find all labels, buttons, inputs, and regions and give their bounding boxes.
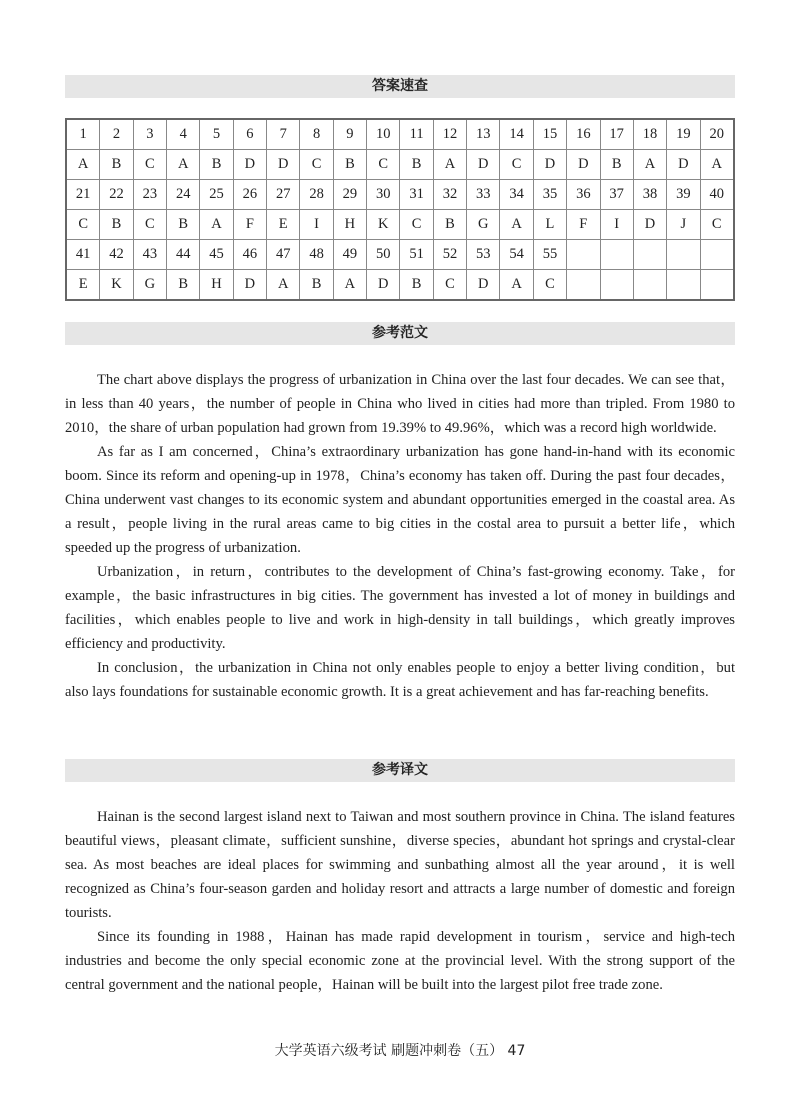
question-number-cell: 54 xyxy=(500,240,533,270)
answer-cell xyxy=(633,270,666,301)
question-number-cell: 37 xyxy=(600,180,633,210)
answer-cell: A xyxy=(167,150,200,180)
question-number-cell: 28 xyxy=(300,180,333,210)
translation-paragraph: Hainan is the second largest island next to Taiwan and most southern province in China. The island features beautiful views，pleasant climate，sufficient sunshine，diverse species，abundant hot springs and crystal-clear sea. As most beaches are ideal places for swimming and sunbathing almost all the year around，it is well recognized as China’s four-season garden and holiday resort and attracts a large number of domestic and foreign tourists. xyxy=(65,809,735,921)
answer-cell: A xyxy=(66,150,100,180)
question-number-cell: 46 xyxy=(233,240,266,270)
answer-cell: G xyxy=(467,210,500,240)
question-number-cell: 7 xyxy=(267,119,300,150)
question-number-cell: 16 xyxy=(567,119,600,150)
answer-cell: B xyxy=(433,210,466,240)
essay-header: 参考范文 xyxy=(65,322,735,345)
question-number-cell: 12 xyxy=(433,119,466,150)
answer-cell: D xyxy=(567,150,600,180)
answer-cell: E xyxy=(66,270,100,301)
question-number-cell: 21 xyxy=(66,180,100,210)
question-number-cell: 42 xyxy=(100,240,133,270)
answer-cell: B xyxy=(300,270,333,301)
answer-cell: F xyxy=(233,210,266,240)
answer-cell: D xyxy=(667,150,700,180)
answer-cell xyxy=(567,270,600,301)
question-number-row xyxy=(66,180,734,210)
answer-cell: G xyxy=(133,270,166,301)
question-number-cell: 39 xyxy=(667,180,700,210)
answer-cell: C xyxy=(300,150,333,180)
question-number-cell: 44 xyxy=(167,240,200,270)
question-number-cell: 40 xyxy=(700,180,734,210)
answer-cell: B xyxy=(167,210,200,240)
answer-cell: C xyxy=(66,210,100,240)
answer-cell xyxy=(600,270,633,301)
question-number-cell xyxy=(633,240,666,270)
question-number-cell: 1 xyxy=(66,119,100,150)
answer-cell: F xyxy=(567,210,600,240)
essay-paragraph: Urbanization，in return，contributes to the development of China’s fast-growing economy. Take，for example，the basic infrastructures in big cities. The government has invested a lot of money in buildings and facilities，which enables people to live and work in high-density in tall buildings，which greatly improves efficiency and productivity. xyxy=(65,564,735,652)
answer-cell: D xyxy=(233,150,266,180)
question-number-cell: 50 xyxy=(367,240,400,270)
question-number-cell: 19 xyxy=(667,119,700,150)
essay-paragraph: As far as I am concerned，China’s extraordinary urbanization has gone hand-in-hand with its economic boom. Since its reform and opening-up in 1978，China’s economy has taken off. During the past four decades，China underwent vast changes to its economic system and abundant opportunities emerged in the coastal area. As a result，people living in the rural areas came to big cities in the costal area to pursuit a better life，which speeded up the progress of urbanization. xyxy=(65,444,735,556)
answer-cell: D xyxy=(367,270,400,301)
answer-cell: A xyxy=(500,270,533,301)
question-number-cell: 6 xyxy=(233,119,266,150)
page-footer: 大学英语六级考试 刷题冲刺卷（五） 47 xyxy=(274,1043,526,1059)
essay-paragraph: The chart above displays the progress of urbanization in China over the last four decades. We can see that，in less than 40 years，the number of people in China who lived in cities had more than tripled. From 1980 to 2010，the share of urban population had grown from 19.39% to 49.96%，which was a record high worldwide. xyxy=(65,372,735,436)
answer-cell: A xyxy=(700,150,734,180)
question-number-cell: 25 xyxy=(200,180,233,210)
answer-cell: B xyxy=(600,150,633,180)
answer-cell: B xyxy=(100,210,133,240)
question-number-cell: 34 xyxy=(500,180,533,210)
question-number-cell: 17 xyxy=(600,119,633,150)
question-number-cell: 9 xyxy=(333,119,366,150)
question-number-cell: 2 xyxy=(100,119,133,150)
question-number-cell: 27 xyxy=(267,180,300,210)
answer-cell: D xyxy=(467,150,500,180)
question-number-cell xyxy=(600,240,633,270)
essay-section xyxy=(65,368,735,704)
question-number-cell: 36 xyxy=(567,180,600,210)
question-number-cell: 38 xyxy=(633,180,666,210)
answer-cell: H xyxy=(333,210,366,240)
question-number-cell: 45 xyxy=(200,240,233,270)
answer-row xyxy=(66,150,734,180)
answer-cell: K xyxy=(367,210,400,240)
answer-table xyxy=(65,118,735,301)
question-number-cell: 23 xyxy=(133,180,166,210)
answer-cell: D xyxy=(533,150,566,180)
question-number-cell: 49 xyxy=(333,240,366,270)
answer-cell: C xyxy=(400,210,433,240)
translation-paragraph: Since its founding in 1988，Hainan has made rapid development in tourism，service and high-tech industries and become the only special economic zone at the provincial level. With the strong support of the central government and the national people，Hainan will be built into the largest pilot free trade zone. xyxy=(65,929,735,993)
question-number-cell xyxy=(667,240,700,270)
answer-cell: C xyxy=(133,150,166,180)
answer-cell: J xyxy=(667,210,700,240)
translation-header: 参考译文 xyxy=(65,759,735,782)
question-number-cell: 53 xyxy=(467,240,500,270)
answer-cell: D xyxy=(467,270,500,301)
answer-cell: A xyxy=(267,270,300,301)
question-number-cell: 11 xyxy=(400,119,433,150)
answer-cell: A xyxy=(200,210,233,240)
answer-cell: C xyxy=(367,150,400,180)
answer-cell: B xyxy=(400,150,433,180)
answer-cell: B xyxy=(200,150,233,180)
answer-cell: C xyxy=(700,210,734,240)
answer-cell: K xyxy=(100,270,133,301)
question-number-cell: 29 xyxy=(333,180,366,210)
question-number-cell: 13 xyxy=(467,119,500,150)
question-number-cell: 24 xyxy=(167,180,200,210)
answer-cell xyxy=(700,270,734,301)
question-number-cell: 33 xyxy=(467,180,500,210)
answer-cell: A xyxy=(500,210,533,240)
answer-cell: B xyxy=(400,270,433,301)
question-number-cell: 26 xyxy=(233,180,266,210)
answer-cell: A xyxy=(433,150,466,180)
question-number-row xyxy=(66,119,734,150)
question-number-cell: 31 xyxy=(400,180,433,210)
question-number-cell: 55 xyxy=(533,240,566,270)
answer-cell: D xyxy=(267,150,300,180)
answer-cell: A xyxy=(333,270,366,301)
answer-cell xyxy=(667,270,700,301)
answer-cell: C xyxy=(533,270,566,301)
question-number-cell: 43 xyxy=(133,240,166,270)
question-number-cell: 48 xyxy=(300,240,333,270)
question-number-cell: 4 xyxy=(167,119,200,150)
question-number-cell: 10 xyxy=(367,119,400,150)
question-number-cell xyxy=(567,240,600,270)
answer-cell: B xyxy=(167,270,200,301)
answer-row xyxy=(66,210,734,240)
question-number-cell: 20 xyxy=(700,119,734,150)
essay-paragraph: In conclusion，the urbanization in China not only enables people to enjoy a better living condition，but also lays foundations for sustainable economic growth. It is a great achievement and has far-reaching benefits. xyxy=(65,660,735,700)
answer-cell: C xyxy=(133,210,166,240)
question-number-cell: 52 xyxy=(433,240,466,270)
question-number-cell: 35 xyxy=(533,180,566,210)
question-number-cell: 51 xyxy=(400,240,433,270)
translation-section xyxy=(65,805,735,997)
answer-cell: H xyxy=(200,270,233,301)
answer-cell: B xyxy=(333,150,366,180)
answers-header: 答案速查 xyxy=(65,75,735,98)
answer-cell: I xyxy=(300,210,333,240)
question-number-cell: 14 xyxy=(500,119,533,150)
answer-cell: E xyxy=(267,210,300,240)
question-number-cell: 30 xyxy=(367,180,400,210)
question-number-cell: 15 xyxy=(533,119,566,150)
question-number-cell xyxy=(700,240,734,270)
question-number-cell: 32 xyxy=(433,180,466,210)
answer-row xyxy=(66,270,734,301)
question-number-cell: 22 xyxy=(100,180,133,210)
answer-cell: D xyxy=(633,210,666,240)
question-number-cell: 3 xyxy=(133,119,166,150)
question-number-row xyxy=(66,240,734,270)
question-number-cell: 47 xyxy=(267,240,300,270)
answer-cell: C xyxy=(433,270,466,301)
answer-cell: I xyxy=(600,210,633,240)
answer-cell: L xyxy=(533,210,566,240)
answer-cell: C xyxy=(500,150,533,180)
question-number-cell: 5 xyxy=(200,119,233,150)
answer-cell: A xyxy=(633,150,666,180)
answer-cell: D xyxy=(233,270,266,301)
question-number-cell: 8 xyxy=(300,119,333,150)
question-number-cell: 41 xyxy=(66,240,100,270)
question-number-cell: 18 xyxy=(633,119,666,150)
answer-cell: B xyxy=(100,150,133,180)
